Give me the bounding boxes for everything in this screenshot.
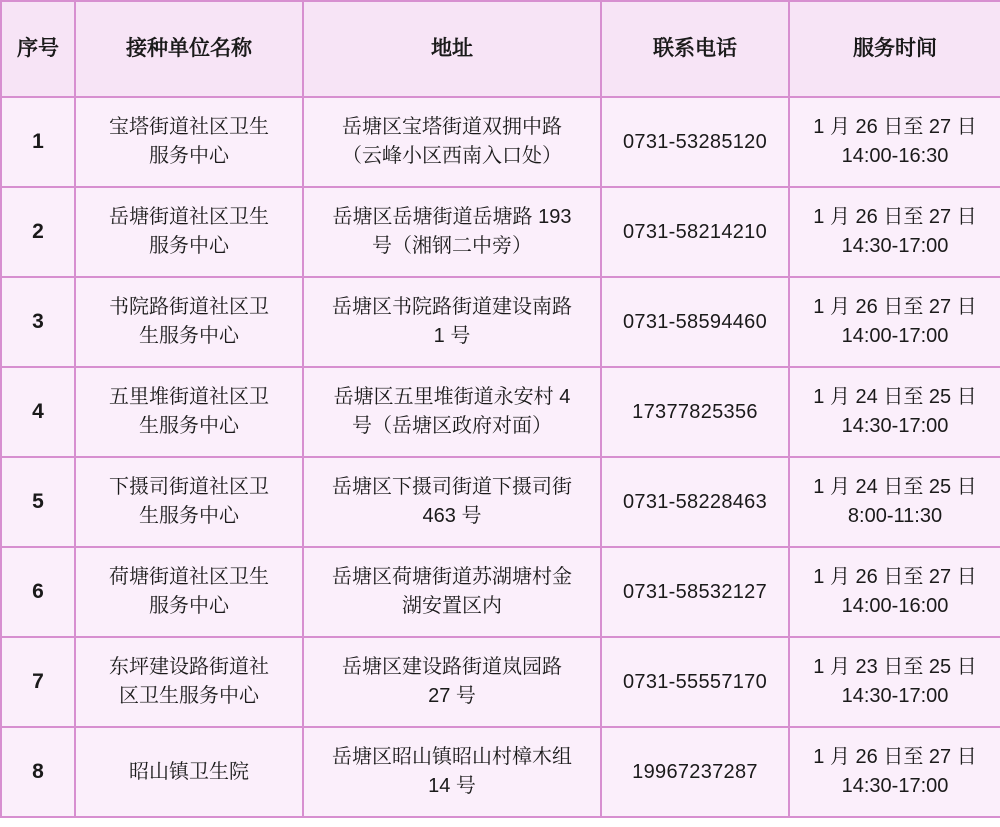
cell-address-line: 1 号 bbox=[433, 325, 471, 347]
cell-service-hours-line: 1 月 26 日至 27 日 bbox=[813, 116, 977, 138]
cell-unit-name bbox=[75, 637, 303, 727]
cell-unit-name-line: 荷塘街道社区卫生 bbox=[109, 566, 269, 588]
cell-service-hours-line: 1 月 24 日至 25 日 bbox=[813, 476, 977, 498]
cell-index: 2 bbox=[1, 187, 75, 277]
cell-address-line: 岳塘区下摄司街道下摄司街 bbox=[332, 476, 572, 498]
cell-address bbox=[303, 97, 601, 187]
column-header-address: 地址 bbox=[303, 1, 601, 97]
cell-index: 5 bbox=[1, 457, 75, 547]
cell-unit-name-line: 服务中心 bbox=[149, 595, 229, 617]
cell-phone: 0731-55557170 bbox=[601, 637, 789, 727]
cell-address-line: 岳塘区书院路街道建设南路 bbox=[332, 296, 572, 318]
column-header-service-hours: 服务时间 bbox=[789, 1, 1000, 97]
cell-service-hours bbox=[789, 637, 1000, 727]
cell-service-hours-line: 14:30-17:00 bbox=[841, 685, 949, 707]
cell-service-hours-line: 1 月 26 日至 27 日 bbox=[813, 206, 977, 228]
cell-service-hours-line: 14:00-16:00 bbox=[841, 595, 949, 617]
cell-service-hours bbox=[789, 367, 1000, 457]
table-body bbox=[1, 97, 1000, 817]
cell-index: 1 bbox=[1, 97, 75, 187]
cell-unit-name-line: 服务中心 bbox=[149, 145, 229, 167]
column-header-index: 序号 bbox=[1, 1, 75, 97]
cell-address-line: 岳塘区宝塔街道双拥中路 bbox=[342, 116, 562, 138]
table-row bbox=[1, 727, 1000, 817]
cell-service-hours bbox=[789, 277, 1000, 367]
cell-service-hours-line: 1 月 23 日至 25 日 bbox=[813, 656, 977, 678]
table-row bbox=[1, 367, 1000, 457]
cell-unit-name bbox=[75, 727, 303, 817]
cell-service-hours-line: 1 月 26 日至 27 日 bbox=[813, 296, 977, 318]
cell-service-hours-line: 14:30-17:00 bbox=[841, 415, 949, 437]
cell-address-line: 岳塘区五里堆街道永安村 4 bbox=[333, 386, 571, 408]
cell-phone: 0731-58214210 bbox=[601, 187, 789, 277]
cell-phone: 17377825356 bbox=[601, 367, 789, 457]
cell-address-line: 岳塘区昭山镇昭山村樟木组 bbox=[332, 746, 572, 768]
table-row bbox=[1, 457, 1000, 547]
cell-service-hours-line: 1 月 24 日至 25 日 bbox=[813, 386, 977, 408]
cell-index: 7 bbox=[1, 637, 75, 727]
cell-phone: 0731-58228463 bbox=[601, 457, 789, 547]
cell-unit-name-line: 昭山镇卫生院 bbox=[129, 760, 249, 783]
cell-index: 8 bbox=[1, 727, 75, 817]
cell-unit-name bbox=[75, 457, 303, 547]
cell-index: 6 bbox=[1, 547, 75, 637]
cell-index: 3 bbox=[1, 277, 75, 367]
cell-service-hours-line: 14:30-17:00 bbox=[841, 775, 949, 797]
cell-address bbox=[303, 457, 601, 547]
cell-unit-name-line: 生服务中心 bbox=[139, 505, 239, 527]
table-row bbox=[1, 277, 1000, 367]
cell-address-line: 463 号 bbox=[422, 505, 482, 527]
cell-phone: 0731-58532127 bbox=[601, 547, 789, 637]
cell-unit-name-line: 生服务中心 bbox=[139, 415, 239, 437]
cell-service-hours-line: 14:00-16:30 bbox=[841, 145, 949, 167]
table-row bbox=[1, 637, 1000, 727]
cell-unit-name-line: 服务中心 bbox=[149, 235, 229, 257]
cell-address bbox=[303, 637, 601, 727]
cell-service-hours-line: 1 月 26 日至 27 日 bbox=[813, 566, 977, 588]
cell-unit-name-line: 东坪建设路街道社 bbox=[109, 656, 269, 678]
cell-unit-name-line: 区卫生服务中心 bbox=[119, 685, 259, 707]
cell-address-line: 27 号 bbox=[428, 685, 476, 707]
table-row bbox=[1, 187, 1000, 277]
cell-service-hours bbox=[789, 457, 1000, 547]
cell-address-line: 号（湘钢二中旁） bbox=[372, 235, 532, 257]
cell-address-line: 岳塘区荷塘街道苏湖塘村金 bbox=[332, 566, 572, 588]
column-header-unit-name: 接种单位名称 bbox=[75, 1, 303, 97]
cell-address bbox=[303, 277, 601, 367]
cell-address-line: 岳塘区建设路街道岚园路 bbox=[342, 656, 562, 678]
cell-unit-name-line: 宝塔街道社区卫生 bbox=[109, 116, 269, 138]
cell-unit-name-line: 生服务中心 bbox=[139, 325, 239, 347]
cell-phone: 0731-53285120 bbox=[601, 97, 789, 187]
cell-address-line: （云峰小区西南入口处） bbox=[342, 145, 562, 167]
cell-unit-name bbox=[75, 547, 303, 637]
cell-address bbox=[303, 547, 601, 637]
cell-unit-name-line: 下摄司街道社区卫 bbox=[109, 476, 269, 498]
cell-service-hours bbox=[789, 187, 1000, 277]
table-row bbox=[1, 97, 1000, 187]
cell-service-hours-line: 8:00-11:30 bbox=[847, 505, 943, 527]
cell-address bbox=[303, 727, 601, 817]
cell-phone: 0731-58594460 bbox=[601, 277, 789, 367]
cell-unit-name bbox=[75, 187, 303, 277]
table-header-row bbox=[1, 1, 1000, 97]
cell-service-hours-line: 14:00-17:00 bbox=[841, 325, 949, 347]
cell-service-hours bbox=[789, 547, 1000, 637]
cell-address bbox=[303, 367, 601, 457]
cell-service-hours bbox=[789, 97, 1000, 187]
table-row bbox=[1, 547, 1000, 637]
cell-unit-name bbox=[75, 97, 303, 187]
cell-unit-name bbox=[75, 277, 303, 367]
cell-unit-name-line: 岳塘街道社区卫生 bbox=[109, 206, 269, 228]
cell-index: 4 bbox=[1, 367, 75, 457]
cell-service-hours-line: 14:30-17:00 bbox=[841, 235, 949, 257]
column-header-phone: 联系电话 bbox=[601, 1, 789, 97]
cell-address bbox=[303, 187, 601, 277]
cell-service-hours-line: 1 月 26 日至 27 日 bbox=[813, 746, 977, 768]
cell-unit-name bbox=[75, 367, 303, 457]
cell-address-line: 号（岳塘区政府对面） bbox=[352, 415, 552, 437]
cell-address-line: 岳塘区岳塘街道岳塘路 193 bbox=[332, 206, 572, 228]
cell-phone: 19967237287 bbox=[601, 727, 789, 817]
table-header bbox=[1, 1, 1000, 97]
cell-address-line: 14 号 bbox=[428, 775, 476, 797]
cell-address-line: 湖安置区内 bbox=[402, 595, 502, 617]
cell-service-hours bbox=[789, 727, 1000, 817]
cell-unit-name-line: 书院路街道社区卫 bbox=[109, 296, 269, 318]
cell-unit-name-line: 五里堆街道社区卫 bbox=[109, 386, 269, 408]
